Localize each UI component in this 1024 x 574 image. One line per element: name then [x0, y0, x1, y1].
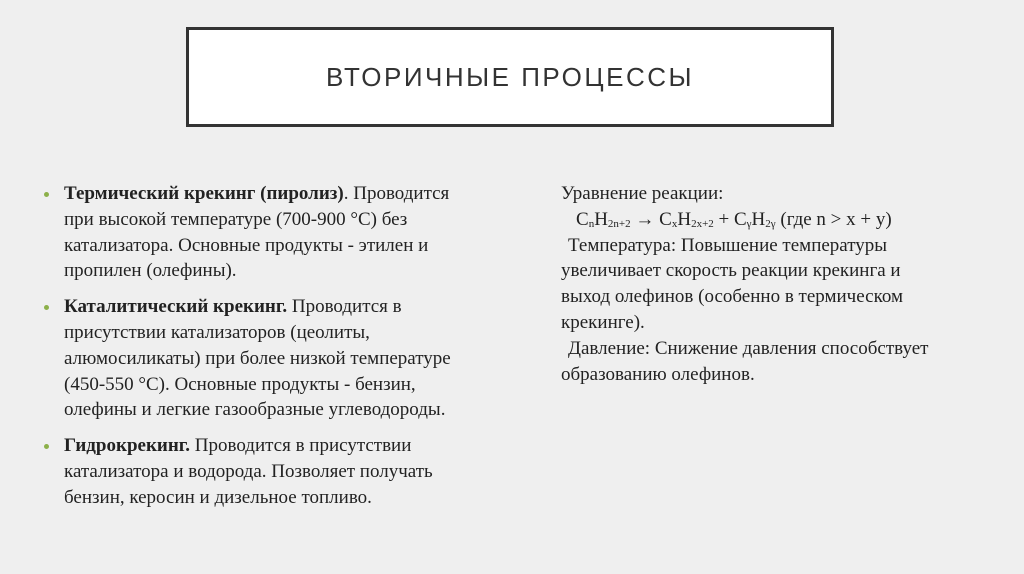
item-first-line — [64, 181, 524, 207]
temperature-line: выход олефинов (особенно в термическом — [561, 286, 903, 308]
item-line: олефины и легкие газообразные углеводороды. — [64, 399, 446, 421]
temperature-line: увеличивает скорость реакции крекинга и — [561, 260, 901, 282]
pressure-line: Давление: Снижение давления способствует — [568, 337, 929, 359]
temperature-line: Температура: Повышение температуры — [568, 234, 888, 256]
item-line: присутствии катализаторов (цеолиты, — [64, 321, 370, 343]
bullet-icon — [44, 444, 49, 449]
right-column — [561, 181, 1001, 387]
item-text: Проводится в присутствии — [190, 435, 412, 457]
item-line: катализатора. Основные продукты - этилен и — [64, 234, 429, 256]
bullet-icon — [44, 305, 49, 310]
item-text: Проводится в — [287, 296, 402, 318]
item-line: при высокой температуре (700-900 °C) без — [64, 208, 408, 230]
item-line: бензин, керосин и дизельное топливо. — [64, 486, 372, 508]
item-first-line — [64, 294, 524, 320]
item-line: пропилен (олефины). — [64, 260, 237, 282]
reaction-formula: $C_nH_{2n+2} \to C_xH_{2x+2} + C_\gamma H_{2\gamma}$ (где n > x + y) — [576, 208, 892, 230]
item-heading: Гидрокрекинг. — [64, 435, 191, 457]
item-line: катализатора и водорода. Позволяет получать — [64, 460, 433, 482]
pressure-line: образованию олефинов. — [561, 363, 755, 385]
equation-label: Уравнение реакции: — [561, 183, 724, 204]
bullet-item-catalytic-cracking — [64, 294, 524, 423]
temperature-line: крекинге). — [561, 311, 645, 333]
bullet-icon — [44, 192, 49, 197]
slide-title: ВТОРИЧНЫЕ ПРОЦЕССЫ — [325, 61, 695, 92]
item-line: (450-550 °C). Основные продукты - бензин, — [64, 373, 416, 395]
left-column — [64, 181, 524, 521]
item-first-line — [64, 433, 524, 459]
item-heading: Термический крекинг (пиролиз) — [64, 183, 344, 204]
item-line: алюмосиликаты) при более низкой температуре — [64, 347, 451, 369]
bullet-item-hydrocracking — [64, 433, 524, 510]
bullet-item-thermal-cracking — [64, 181, 524, 284]
title-box — [186, 27, 834, 127]
item-text: . Проводится — [343, 183, 450, 204]
item-heading: Каталитический крекинг. — [64, 296, 288, 318]
